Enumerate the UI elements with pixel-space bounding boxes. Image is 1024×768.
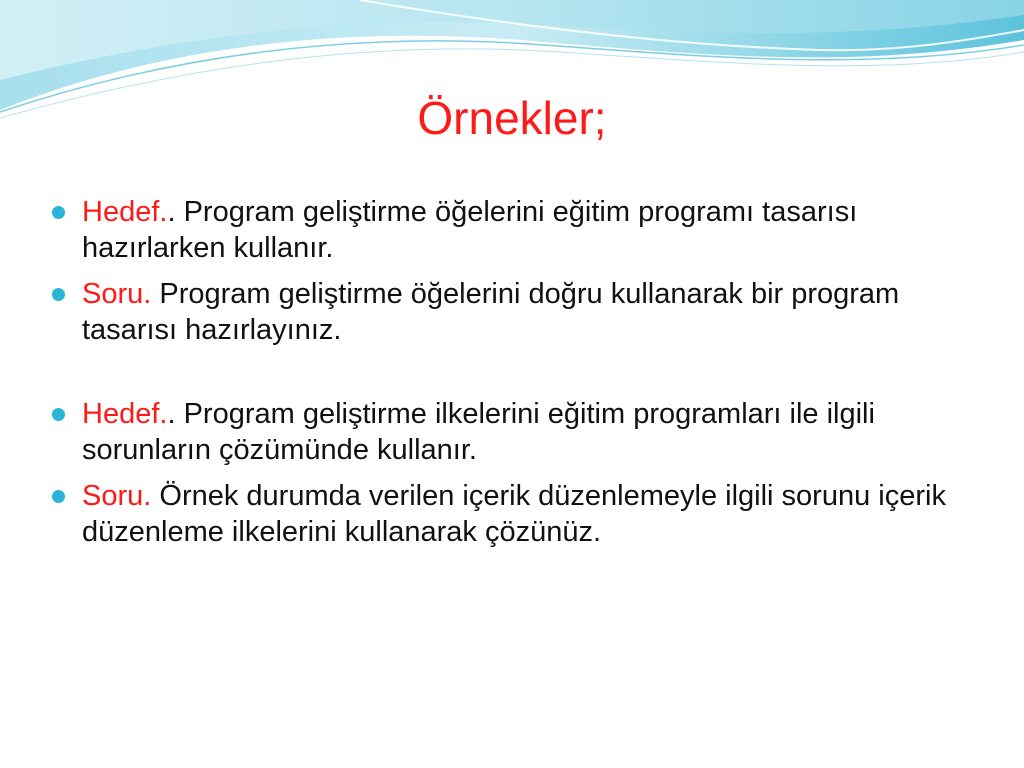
bullet-label: Hedef. — [82, 196, 168, 228]
bullet-label-suffix: . — [167, 196, 184, 228]
bullet-label-suffix: . — [167, 398, 184, 430]
slide-title: Örnekler; — [417, 92, 607, 144]
bullet-item-1 — [50, 194, 990, 266]
bullet-text: Program geliştirme öğelerini doğru kullanarak bir program tasarısı hazırlayınız. — [82, 278, 900, 346]
bullet-dot-icon — [52, 408, 65, 421]
bullet-text: Örnek durumda verilen içerik düzenlemeyle ilgili sorunu içerik düzenleme ilkelerini kullanarak çözünüz. — [82, 480, 946, 548]
bullet-text: Program geliştirme öğelerini eğitim programı tasarısı hazırlarken kullanır. — [82, 196, 858, 264]
bullet-label: Hedef. — [82, 398, 168, 430]
bullet-label: Soru. — [82, 480, 152, 512]
bullet-item-2 — [50, 276, 990, 348]
bullet-dot-icon — [52, 288, 65, 301]
bullet-dot-icon — [52, 490, 65, 503]
bullet-item-3 — [50, 396, 990, 468]
bullet-label: Soru. — [82, 278, 152, 310]
bullet-text: Program geliştirme ilkelerini eğitim programları ile ilgili sorunların çözümünde kullanır. — [82, 398, 875, 466]
bullet-list — [50, 194, 990, 560]
bullet-dot-icon — [52, 206, 65, 219]
bullet-item-4 — [50, 478, 990, 550]
